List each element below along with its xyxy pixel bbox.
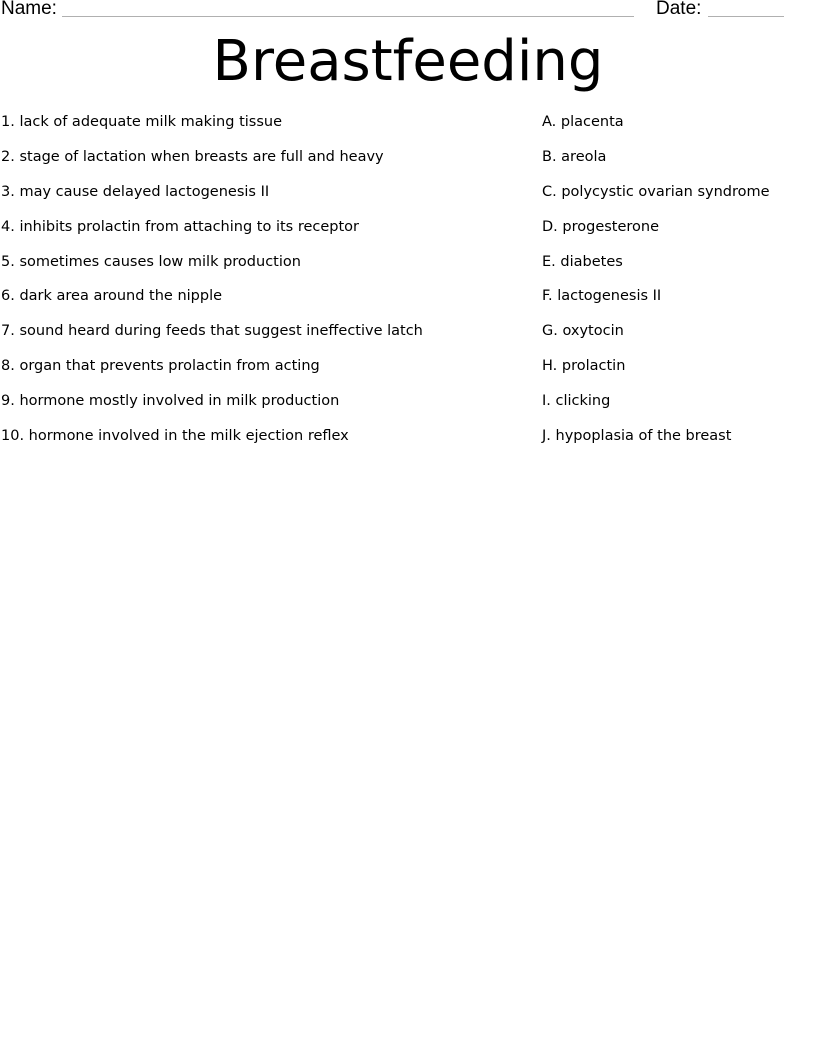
answer-text: lactogenesis II [557,288,662,305]
clue-item [1,111,521,146]
answer-text: diabetes [560,253,623,270]
clue-item [1,251,521,286]
name-label: Name: [1,0,57,19]
answer-item [542,285,812,320]
answer-letter: G. [542,323,558,340]
answer-letter: I. [542,393,551,410]
clue-number: 5. [1,253,15,270]
answer-text: progesterone [562,218,660,235]
clue-item [1,355,521,390]
answer-item [542,111,812,146]
answer-letter: D. [542,218,558,235]
answer-letter: A. [542,114,557,130]
answer-item [542,181,812,216]
clue-text: inhibits prolactin from attaching to its receptor [19,218,359,235]
answer-text: oxytocin [562,323,624,340]
clue-text: hormone involved in the milk ejection reflex [28,428,349,445]
clue-number: 10. [1,428,25,445]
answer-text: hypoplasia of the breast [555,428,732,445]
clue-text: may cause delayed lactogenesis II [19,183,270,200]
clue-text: hormone mostly involved in milk production [19,393,340,410]
clue-text: dark area around the nipple [19,288,223,305]
clue-text: sometimes causes low milk production [19,253,301,270]
answer-letter: C. [542,183,557,200]
clue-number: 7. [1,323,15,340]
clue-text: stage of lactation when breasts are full and heavy [19,148,384,165]
clue-number: 4. [1,218,15,235]
clue-text: organ that prevents prolactin from acting [19,358,320,375]
clue-number: 8. [1,358,15,375]
answer-text: placenta [560,114,624,130]
answer-item [542,216,812,251]
answer-item [542,146,812,181]
answer-item [542,425,812,460]
clue-item [1,285,521,320]
answer-item [542,390,812,425]
clue-number: 6. [1,288,15,305]
clue-number: 9. [1,393,15,410]
clue-number: 2. [1,148,15,165]
answer-text: polycystic ovarian syndrome [561,183,770,200]
answer-letter: B. [542,148,557,165]
name-blank-line[interactable] [62,16,634,17]
clue-list [1,111,521,460]
answer-text: areola [561,148,607,165]
answer-letter: J. [542,428,551,445]
answer-list [542,111,812,460]
answer-letter: E. [542,253,556,270]
clue-item [1,425,521,460]
clue-item [1,320,521,355]
clue-number: 3. [1,183,15,200]
answer-text: clicking [555,393,611,410]
answer-item [542,320,812,355]
clue-item [1,216,521,251]
clue-item [1,181,521,216]
worksheet-header [0,0,816,24]
worksheet-title: Breastfeeding [212,29,604,94]
answer-text: prolactin [561,358,626,375]
date-label: Date: [656,0,702,19]
clue-number: 1. [1,114,15,130]
clue-text: sound heard during feeds that suggest ineffective latch [19,323,423,340]
answer-letter: F. [542,288,553,305]
clue-text: lack of adequate milk making tissue [19,114,282,130]
answer-letter: H. [542,358,558,375]
answer-item [542,355,812,390]
date-blank-line[interactable] [708,16,784,17]
clue-item [1,146,521,181]
clue-item [1,390,521,425]
answer-item [542,251,812,286]
